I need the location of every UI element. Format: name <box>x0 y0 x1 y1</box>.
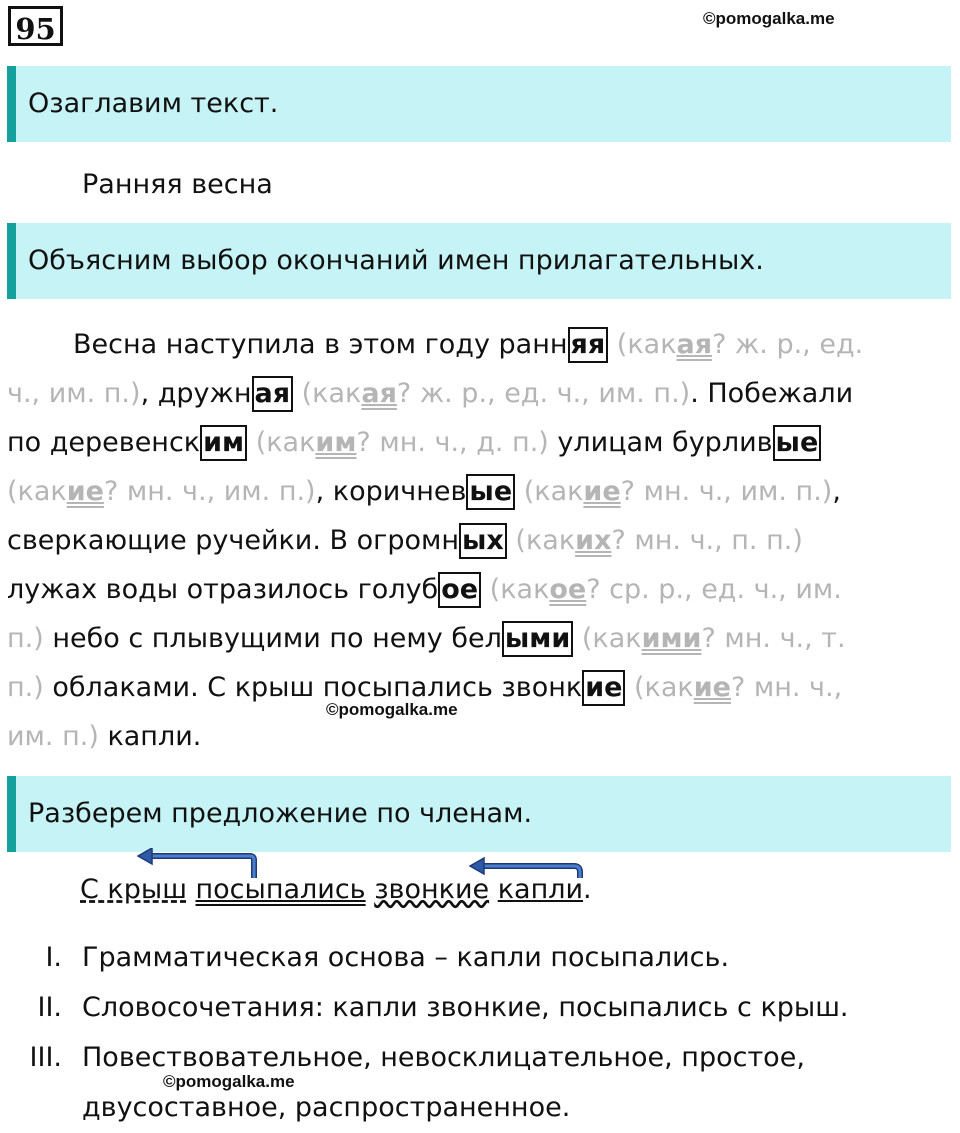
list-text: двусоставное, распространенное. <box>82 1092 571 1123</box>
word-adverbial: С крыш <box>80 874 187 905</box>
text-run: сверкающие ручейки. В огромн <box>7 525 459 556</box>
question-hint: (какие? мн. ч., <box>625 672 843 703</box>
ending-box: ые <box>466 474 515 510</box>
watermark: ©pomogalka.me <box>163 1072 295 1091</box>
paragraph-line <box>7 467 952 516</box>
ending-box: ая <box>252 376 294 412</box>
question-hint: им. п.) <box>7 721 99 752</box>
word-attribute: звонкие <box>374 874 490 905</box>
text-run: , дружн <box>140 378 252 409</box>
question-hint: (какие? мн. ч., им. п.) <box>7 476 316 507</box>
question-hint: (каких? мн. ч., п. п.) <box>506 525 803 556</box>
ending-box: ыми <box>502 621 573 657</box>
list-text: Грамматическая основа – капли посыпались. <box>82 942 730 973</box>
question-hint: п.) <box>7 672 44 703</box>
task-number: 95 <box>8 6 63 46</box>
question-hint: (какие? мн. ч., им. п.) <box>515 476 833 507</box>
text-run: , коричнев <box>315 476 467 507</box>
list-number: III. <box>29 1042 62 1073</box>
question-hint: ч., им. п.) <box>7 378 141 409</box>
word-subject: капли <box>497 874 584 905</box>
text-run: облаками. С крыш посыпались звонк <box>43 672 583 703</box>
word-predicate: посыпались <box>195 874 366 905</box>
list-number: I. <box>45 942 62 973</box>
text-run: улицам бурлив <box>548 427 773 458</box>
paragraph-line <box>7 369 952 418</box>
watermark: ©pomogalka.me <box>703 9 835 28</box>
question-hint: (какая? ж. р., ед. ч., им. п.) <box>293 378 691 409</box>
question-hint: (какими? мн. ч., т. <box>573 623 846 654</box>
text-run: небо с плывущими по нему бел <box>43 623 502 654</box>
text-run: по деревенск <box>7 427 201 458</box>
text-run: , <box>832 476 841 507</box>
paragraph-line <box>7 565 952 614</box>
paragraph-line <box>7 614 952 663</box>
section-heading-parse: Разберем предложение по членам. <box>7 776 951 852</box>
section-heading-endings: Объясним выбор окончаний имен прилагательных. <box>7 223 951 299</box>
paragraph-line <box>7 516 952 565</box>
question-hint: (какое? ср. р., ед. ч., им. <box>481 574 842 605</box>
paragraph-line <box>7 320 952 369</box>
text-run: лужах воды отразилось голуб <box>7 574 439 605</box>
ending-box: ых <box>459 523 507 559</box>
question-hint: (каким? мн. ч., д. п.) <box>247 427 549 458</box>
watermark: ©pomogalka.me <box>326 700 458 719</box>
list-number: II. <box>37 992 62 1023</box>
question-hint: (какая? ж. р., ед. <box>608 329 864 360</box>
ending-box: ое <box>438 572 481 608</box>
paragraph <box>7 320 952 761</box>
text-run: . Побежали <box>690 378 854 409</box>
text-run: Весна наступила в этом году ранн <box>73 329 568 360</box>
ending-box: ие <box>582 670 625 706</box>
paragraph-line <box>7 663 952 712</box>
text-run: капли. <box>98 721 202 752</box>
question-hint: п.) <box>7 623 44 654</box>
sentence-end: . <box>583 874 592 905</box>
parsed-sentence <box>80 868 592 912</box>
text-title-answer: Ранняя весна <box>82 169 273 200</box>
list-text: Словосочетания: капли звонкие, посыпались с крыш. <box>82 992 849 1023</box>
list-text: Повествовательное, невосклицательное, простое, <box>82 1042 805 1073</box>
section-heading-title: Озаглавим текст. <box>7 66 951 142</box>
ending-box: яя <box>568 327 609 363</box>
ending-box: им <box>200 425 247 461</box>
paragraph-line <box>7 418 952 467</box>
ending-box: ые <box>773 425 822 461</box>
paragraph-line <box>7 712 952 761</box>
